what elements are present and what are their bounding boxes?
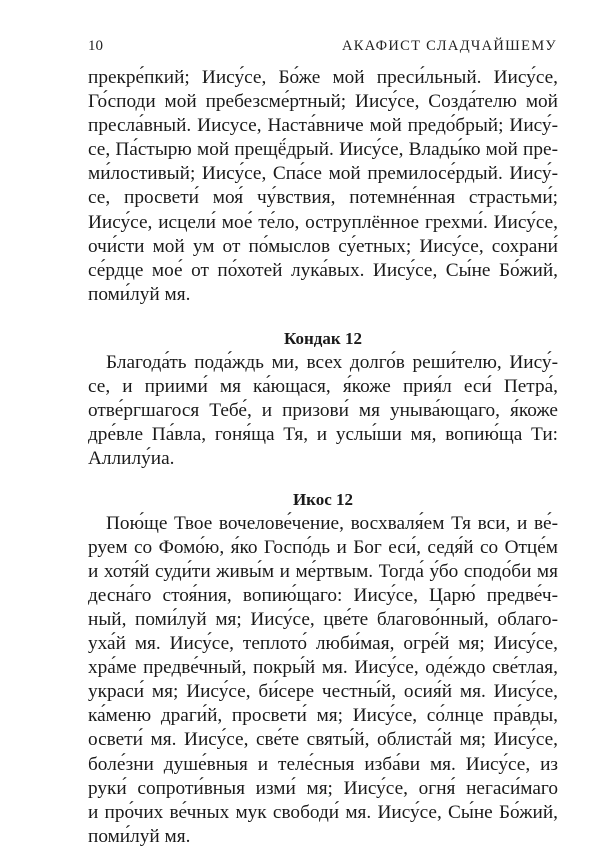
text-line: Го́споди мой пребезсме́ртный; Иису́се, Созда́телю мой — [88, 91, 558, 113]
page-body — [88, 66, 558, 849]
text-line: уха́й мя. Иису́се, теплото́ люби́мая, огре́й мя; Иису́се, — [88, 633, 558, 655]
text-line: ный, поми́луй мя; Иису́се, цве́те благово́нный, облаго- — [88, 608, 558, 630]
text-line: се, Па́стырю мой прещё́дрый. Иису́се, Влады́ко мой пре- — [88, 139, 558, 161]
text-line: се, и приими́ мя ка́ющася, я́коже прия́л еси́ Петра́, — [88, 376, 558, 398]
text-line: се́рдце мое́ от по́хотей лука́вых. Иису́се, Сы́не Бо́жий, — [88, 259, 558, 281]
text-line: поми́луй мя. — [88, 283, 191, 305]
running-head-title: АКАФИСТ СЛАДЧАЙШЕМУ — [342, 38, 557, 54]
text-line: Иису́се, исцели́ мое́ те́ло, оструплённое грехми́. Иису́се, — [88, 211, 558, 233]
spacer — [88, 472, 558, 488]
text-line: ми́лостивый; Иису́се, Спа́се мой премилосе́рдый. Иису́- — [88, 163, 558, 185]
text-line: и про́чих ве́чных мук свободи́ мя. Иису́се, Сы́не Бо́жий, — [88, 801, 558, 823]
text-line: руем со Фомо́ю, я́ко Госпо́дь и Бог еси́, седя́й со Отце́м — [88, 536, 558, 558]
ikos-section — [88, 488, 558, 849]
text-line: дре́вле Па́вла, гоня́ща Тя, и услы́ши мя, вопию́ща Ти: — [88, 424, 558, 446]
text-line: Пою́ще Твое вочелове́чение, восхваля́ем Тя вси, и ве́- — [106, 512, 558, 534]
opening-paragraph — [88, 66, 558, 307]
text-line: отве́ргшагося Тебе́, и призови́ мя уныва́ющаго, я́коже — [88, 400, 558, 422]
ikos-heading: Икос 12 — [292, 489, 354, 509]
text-line: очи́сти мой ум от по́мыслов су́етных; Иису́се, сохрани́ — [88, 235, 558, 257]
spacer — [88, 307, 558, 327]
text-line: освети́ мя. Иису́се, све́те святы́й, облиста́й мя; Иису́се, — [88, 729, 558, 751]
text-line: Аллилу́иа. — [88, 448, 175, 470]
kontakion-section — [88, 327, 558, 472]
text-line: поми́луй мя. — [88, 825, 191, 847]
text-line: ка́меню драги́й, просвети́ мя; Иису́се, со́лнце пра́вды, — [88, 705, 558, 727]
text-line: и хотя́й суди́ти живы́м и ме́ртвым. Тогда́ у́бо сподо́би мя — [88, 560, 558, 582]
text-line: Благода́ть пода́ждь ми, всех долго́в реши́телю, Иису́- — [106, 352, 558, 374]
text-line: руки́ сопроти́вныя изми́ мя; Иису́се, огня́ негаси́маго — [88, 777, 558, 799]
text-line: пресла́вный. Иисусе, Наста́вниче мой предо́брый; Иису́- — [88, 115, 558, 137]
text-line: се, просвети́ моя́ чу́вствия, потемне́нная страстьми́; — [88, 187, 558, 209]
text-line: украси́ мя; Иису́се, би́сере честны́й, осия́й мя. Иису́се, — [88, 681, 558, 703]
running-head — [88, 38, 557, 58]
page-number: 10 — [88, 38, 103, 54]
text-line: прекре́пкий; Иису́се, Бо́же мой преси́льный. Иису́се, — [88, 67, 558, 88]
kontakion-heading: Кондак 12 — [284, 328, 362, 348]
text-line: боле́зни душе́вныя и теле́сныя изба́ви мя. Иису́се, из — [88, 753, 558, 775]
text-line: десна́го стоя́ния, вопию́щаго: Иису́се, Царю́ предве́ч- — [88, 584, 558, 606]
text-line: хра́ме предве́чный, покры́й мя. Иису́се, оде́ждо све́тлая, — [88, 657, 558, 679]
